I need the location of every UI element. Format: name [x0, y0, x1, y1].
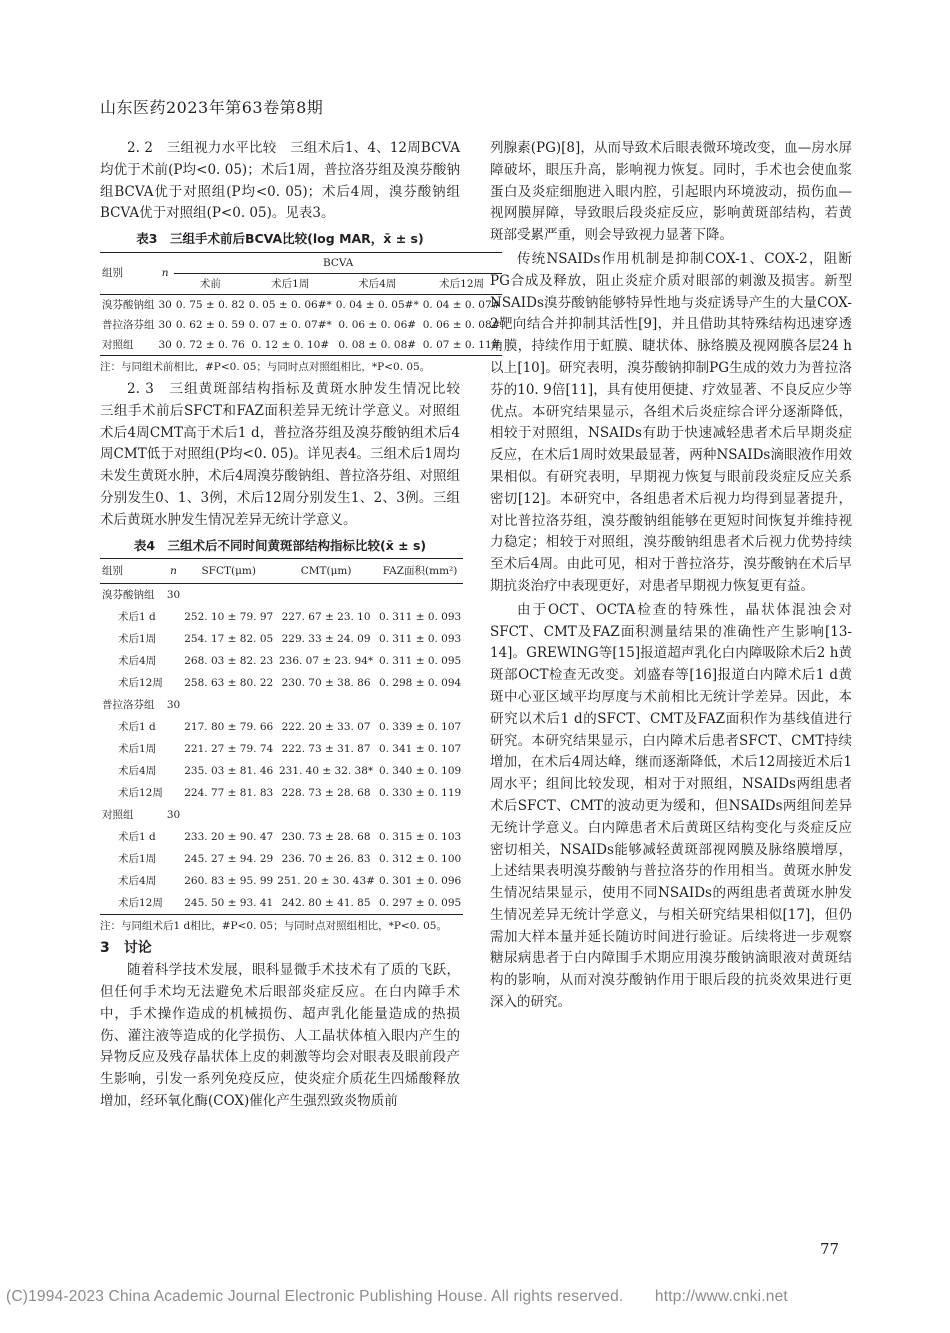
table-cell: 258. 63 ± 80. 22 [184, 677, 274, 690]
table-cell: 0. 311 ± 0. 093 [378, 633, 462, 646]
table4-header-cmt: CMT(μm) [275, 559, 377, 584]
table3-header-col: 术后12周 [421, 273, 503, 294]
table-row [100, 870, 463, 892]
table-cell: 0. 07 ± 0. 11# [422, 338, 501, 351]
table-row [100, 628, 463, 650]
copyright-footer: (C)1994-2023 China Academic Journal Electronic Publishing House. All rights reserved. http://www.cnki.net [6, 1288, 788, 1305]
group-name: 普拉洛芬组 [102, 699, 155, 712]
table-cell: 术后1周 [118, 743, 157, 756]
table-group-row [100, 584, 463, 607]
table-cell: 0. 298 ± 0. 094 [378, 677, 462, 690]
table-cell: 230. 70 ± 38. 86 [281, 677, 371, 690]
table-row [100, 650, 463, 672]
table-cell: 227. 67 ± 23. 10 [281, 611, 371, 624]
table-row [100, 848, 463, 870]
table-cell: 229. 33 ± 24. 09 [281, 633, 371, 646]
table-cell: 术后4周 [118, 875, 157, 888]
table-cell: 0. 311 ± 0. 093 [378, 611, 462, 624]
table-cell: 236. 70 ± 26. 83 [281, 853, 371, 866]
table-cell: 0. 04 ± 0. 05#* [335, 298, 419, 311]
paragraph: 传统NSAIDs作用机制是抑制COX-1、COX-2，阻断PG合成及释放，阻止炎症介质对眼部的刺激及损害。新型NSAIDs溴芬酸钠能够特异性地与炎症诱导产生的大量COX-2靶向结合并抑制其活性[9]，并且借助其特殊结构迅速穿透角膜，持续作用于虹膜、睫状体、脉络膜及视网膜各层24 h以上[10]。研究表明，溴芬酸钠抑制PG生成的效力为普拉洛芬的10. 9倍[11]，具有使用便捷、疗效显著、不良反应少等优点。本研究结果显示，各组术后炎症综合评分逐渐降低，相较于对照组，NSAIDs有助于快速减轻患者术后早期炎症反应，在术后1周时效果最显著，两种NSAIDs滴眼液作用效果相似。有研究表明，早期视力恢复与眼前段炎症反应关系密切[12]。本研究中，各组患者术后视力均得到显著提升，对比普拉洛芬组，溴芬酸钠组能够在更短时间恢复并维持视力稳定；相较于对照组，溴芬酸钠组患者术后视力优势持续至术后4周。由此可见，相对于普拉洛芬，溴芬酸钠在术后早期抗炎治疗中表现更好，对患者早期视力恢复更有益。 [490, 250, 852, 594]
journal-header: 山东医药2023年第63卷第8期 [100, 98, 324, 117]
table-cell: 252. 10 ± 79. 97 [184, 611, 274, 624]
table-row [100, 826, 463, 848]
table-cell: 30 [158, 338, 172, 351]
table-cell: 0. 62 ± 0. 59 [175, 318, 245, 331]
table-cell: 普拉洛芬组 [102, 318, 155, 331]
table4 [100, 558, 463, 915]
table-cell: 术后4周 [118, 655, 157, 668]
group-n: 30 [166, 589, 181, 602]
table-row [100, 760, 463, 782]
table-cell: 221. 27 ± 79. 74 [184, 743, 274, 756]
section-2-3-text: 2. 3 三组黄斑部结构指标及黄斑水肿发生情况比较 三组手术前后SFCT和FAZ面积差异无统计学意义。对照组术后4周CMT高于术后1 d，普拉洛芬组及溴芬酸钠组术后4周CMT低于对照组(P均<0. 05)。详见表4。三组术后1周均未发生黄斑水肿，术后4周溴芬酸钠组、普拉洛芬组、对照组分别发生0、1、3例，术后12周分别发生1、2、3例。三组术后黄斑水肿发生情况差异无统计学意义。 [100, 380, 474, 528]
table-cell: 术后12周 [118, 677, 163, 690]
table-cell: 30 [158, 318, 172, 331]
table4-header-faz: FAZ面积(mm²) [377, 559, 463, 584]
table-cell: 260. 83 ± 95. 99 [184, 875, 274, 888]
table-cell: 0. 75 ± 0. 82 [175, 298, 245, 311]
group-name: 对照组 [102, 809, 134, 822]
table-cell: 245. 50 ± 93. 41 [184, 897, 274, 910]
table-cell: 0. 311 ± 0. 095 [378, 655, 462, 668]
table4-header-n: n [165, 559, 182, 584]
table-cell: 术后4周 [118, 765, 157, 778]
table-cell: 0. 312 ± 0. 100 [378, 853, 462, 866]
table-cell: 0. 315 ± 0. 103 [378, 831, 462, 844]
table-cell: 术后1 d [118, 721, 156, 734]
table-cell: 0. 04 ± 0. 07# [422, 298, 501, 311]
table-cell: 231. 40 ± 32. 38* [278, 765, 374, 778]
page-number: 77 [820, 1240, 840, 1258]
right-column [490, 138, 852, 1014]
table-cell: 0. 06 ± 0. 06# [338, 318, 417, 331]
table4-header-group: 组别 [100, 559, 165, 584]
section-3-heading: 3 讨论 [100, 940, 152, 957]
table-cell: 228. 73 ± 28. 68 [281, 787, 371, 800]
table-cell: 0. 08 ± 0. 08# [338, 338, 417, 351]
table-cell: 术后12周 [118, 897, 163, 910]
table-cell: 254. 17 ± 82. 05 [184, 633, 274, 646]
table-cell: 0. 12 ± 0. 10# [251, 338, 330, 351]
table-cell: 术后12周 [118, 787, 163, 800]
table-row [100, 315, 502, 335]
table-cell: 235. 03 ± 81. 46 [184, 765, 274, 778]
table-cell: 0. 05 ± 0. 06#* [248, 298, 332, 311]
group-n: 30 [166, 699, 181, 712]
table-row [100, 716, 463, 738]
table-cell: 251. 20 ± 30. 43# [277, 875, 375, 888]
table3-header-col: 术后4周 [334, 273, 421, 294]
table3-header-n: n [157, 252, 174, 294]
table-row [100, 892, 463, 915]
table-cell: 0. 330 ± 0. 119 [378, 787, 462, 800]
table-row [100, 782, 463, 804]
table-cell: 术后1 d [118, 831, 156, 844]
paragraph: 由于OCT、OCTA检查的特殊性，晶状体混浊会对SFCT、CMT及FAZ面积测量结果的准确性产生影响[13-14]。GREWING等[15]报道超声乳化白内障吸除术后2 h黄斑部OCT检查无改变。刘盛春等[16]报道白内障术后1 d黄斑中心亚区域平均厚度与术前相比无统计学差异。因此，本研究以术后1 d的SFCT、CMT及FAZ面积作为基线值进行研究。本研究结果显示，白内障术后患者SFCT、CMT持续增加，在术后4周达峰，继而逐渐降低，术后12周接近术后1周水平；组间比较发现，相对于对照组，NSAIDs两组患者术后SFCT、CMT的波动更为缓和，但NSAIDs两组间差异无统计学意义。白内障患者术后黄斑区结构变化与炎症反应密切相关，NSAIDs能够减轻黄斑部视网膜及脉络膜增厚，上述结果表明溴芬酸钠与普拉洛芬的作用相当。黄斑水肿发生情况结果显示，使用不同NSAIDs的两组患者黄斑水肿发生情况差异无统计学意义，与相关研究结果相似[17]，但仍需加大样本量并延长随访时间进行验证。后续将进一步观察糖尿病患者于白内障围手术期应用溴芬酸钠滴眼液对黄斑结构的影响，从而对溴芬酸钠作用于眼后段的抗炎效果进行更深入的研究。 [490, 601, 852, 1011]
table3-note: 注：与同组术前相比，#P<0. 05；与同时点对照组相比，*P<0. 05。 [100, 360, 431, 373]
table-cell: 0. 297 ± 0. 095 [378, 897, 462, 910]
table-row [100, 672, 463, 694]
table-row [100, 738, 463, 760]
section-2-2-text: 2. 2 三组视力水平比较 三组术后1、4、12周BCVA均优于术前(P均<0. 05)；术后1周，普拉洛芬组及溴芬酸钠组BCVA优于对照组(P均<0. 05)；术后4周，溴芬酸钠组BCVA优于对照组(P<0. 05)。见表3。 [100, 140, 460, 222]
table-row [100, 294, 502, 315]
table-row [100, 335, 502, 356]
table3-header-group: 组别 [100, 252, 157, 294]
table3-header-col: 术后1周 [247, 273, 334, 294]
group-name: 溴芬酸钠组 [102, 589, 155, 602]
table-cell: 222. 20 ± 33. 07 [281, 721, 371, 734]
table3-header-bcva: BCVA [174, 252, 503, 273]
table4-caption: 表4 三组术后不同时间黄斑部结构指标比较(x̄ ± s) [133, 537, 427, 553]
table-cell: 0. 06 ± 0. 08# [422, 318, 501, 331]
table-cell: 术后1周 [118, 633, 157, 646]
table-row [100, 606, 463, 628]
table-cell: 0. 339 ± 0. 107 [378, 721, 462, 734]
table-cell: 230. 73 ± 28. 68 [281, 831, 371, 844]
table-cell: 0. 340 ± 0. 109 [378, 765, 462, 778]
table-cell: 0. 07 ± 0. 07#* [248, 318, 332, 331]
table-cell: 0. 72 ± 0. 76 [175, 338, 245, 351]
table3 [100, 252, 502, 356]
table4-note: 注：与同组术后1 d相比，#P<0. 05；与同时点对照组相比，*P<0. 05。 [100, 920, 447, 933]
table-cell: 0. 341 ± 0. 107 [378, 743, 462, 756]
table-cell: 233. 20 ± 90. 47 [184, 831, 274, 844]
section-3-paragraph: 随着科学技术发展，眼科显微手术技术有了质的飞跃，但任何手术均无法避免术后眼部炎症反应。在白内障手术中，手术操作造成的机械损伤、超声乳化能量造成的热损伤、灌注液等造成的化学损伤、人工晶状体植入眼内产生的异物反应及残存晶状体上皮的刺激等均会对眼表及眼前段产生影响，引发一系列免疫反应，使炎症介质花生四烯酸释放增加，经环氧化酶(COX)催化产生强烈致炎物质前 [100, 962, 460, 1109]
table3-caption: 表3 三组手术前后BCVA比较(log MAR，x̄ ± s) [136, 231, 424, 247]
table-cell: 术后1 d [118, 611, 156, 624]
table-cell: 222. 73 ± 31. 87 [281, 743, 371, 756]
table-cell: 30 [158, 298, 172, 311]
table-cell: 对照组 [102, 338, 134, 351]
table-cell: 0. 301 ± 0. 096 [378, 875, 462, 888]
table-cell: 224. 77 ± 81. 83 [184, 787, 274, 800]
table-group-row [100, 804, 463, 826]
group-n: 30 [166, 809, 181, 822]
table-cell: 268. 03 ± 82. 23 [184, 655, 274, 668]
table3-header-col: 术前 [174, 273, 247, 294]
left-column [100, 138, 501, 1113]
table-cell: 溴芬酸钠组 [102, 298, 155, 311]
table-cell: 245. 27 ± 94. 29 [184, 853, 274, 866]
table-cell: 217. 80 ± 79. 66 [184, 721, 274, 734]
table4-header-sfct: SFCT(μm) [182, 559, 275, 584]
paragraph: 列腺素(PG)[8]，从而导致术后眼表微环境改变，血—房水屏障破坏，眼压升高，影响视力恢复。同时，手术也会使血浆蛋白及炎症细胞进入眼内腔，引起眼内环境波动，损伤血—视网膜屏障，导致眼后段炎症反应，影响黄斑部结构，若黄斑部受累严重，则会导致视力显著下降。 [490, 140, 852, 244]
table-group-row [100, 694, 463, 716]
table-cell: 术后1周 [118, 853, 157, 866]
table-cell: 236. 07 ± 23. 94* [278, 655, 374, 668]
table-cell: 242. 80 ± 41. 85 [281, 897, 371, 910]
